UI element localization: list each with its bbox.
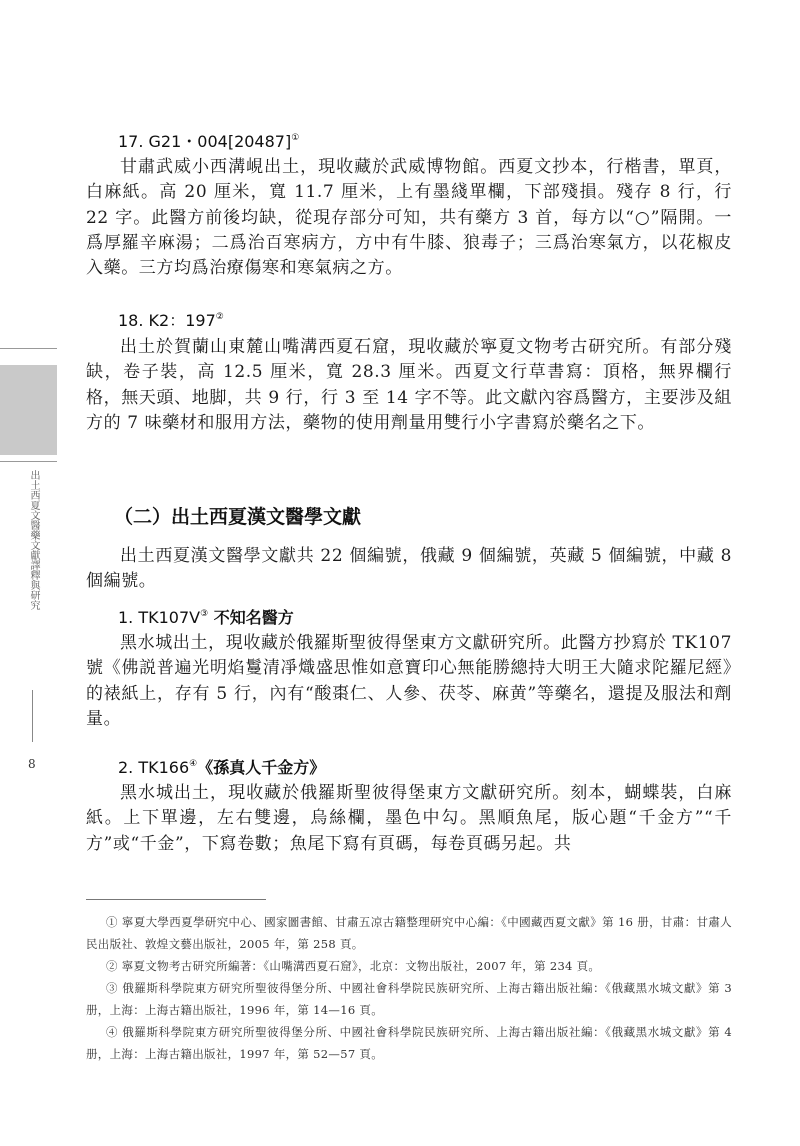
han-entry-2-body [86,781,732,857]
page-number: 8 [28,757,36,771]
entry-paragraph: 甘肅武威小西溝峴出土，現收藏於武威博物館。西夏文抄本，行楷書，單頁，白麻紙。高 20 厘米，寬 11.7 厘米，上有墨綫單欄，下部殘損。殘存 8 行，行 22 字。此醫方前後均缺，從現存部分可知，共有藥方 3 首，每方以“○”隔開。一爲厚羅辛麻湯；二爲治百寒病方，方中有牛膝、狼毒子；三爲治寒氣方，以花椒皮入藥。三方均爲治療傷寒和寒氣病之方。 [86,157,732,279]
footnote-marker: ④ [189,759,198,769]
han-entry-1 [86,604,732,628]
sidebar-rule-bottom [0,461,57,462]
entry-paragraph: 黑水城出土，現收藏於俄羅斯聖彼得堡東方文獻研究所。刻本，蝴蝶裝，白麻紙。上下單邊，左右雙邊，烏絲欄，墨色中勾。黑順魚尾，版心題“千金方”“千方”或“千金”，下寫卷數；魚尾下寫有頁碼，每卷頁碼另起。共 [86,783,732,854]
entry-heading: 2. TK166④《孫真人千金方》 [118,758,326,777]
entry-heading: 17. G21・004[20487]① [118,132,300,151]
entry-17-body [86,155,732,281]
entry-18-body [86,335,732,436]
section-intro: 出土西夏漢文醫學文獻共 22 個編號，俄藏 9 個編號，英藏 5 個編號，中藏 8 個編號。 [86,546,732,592]
running-title-rule [32,690,33,742]
footnote-3: ③ 俄羅斯科學院東方研究所聖彼得堡分所、中國社會科學院民族研究所、上海古籍出版社編：《俄藏黑水城文獻》第 3 册，上海：上海古籍出版社，1996 年，第 14—16 頁。 [86,981,732,1017]
entry-18 [86,307,732,331]
footnote-marker: ① [291,133,300,143]
entry-heading: 1. TK107V③ 不知名醫方 [118,608,294,627]
footnote-2: ② 寧夏文物考古研究所編著：《山嘴溝西夏石窟》，北京：文物出版社，2007 年，第 234 頁。 [106,959,601,973]
section-heading-block [86,505,732,529]
footnote-4: ④ 俄羅斯科學院東方研究所聖彼得堡分所、中國社會科學院民族研究所、上海古籍出版社編：《俄藏黑水城文獻》第 4 册，上海：上海古籍出版社，1997 年，第 52—57 頁。 [86,1025,732,1061]
footnote-marker: ③ [200,609,209,619]
han-entry-2 [86,754,732,778]
entry-17 [86,128,732,152]
footnote-divider [86,899,266,900]
entry-paragraph: 黑水城出土，現收藏於俄羅斯聖彼得堡東方文獻研究所。此醫方抄寫於 TK107 號《佛説普遍光明焰鬘清凈熾盛思惟如意寶印心無能勝總持大明王大隨求陀羅尼經》的裱紙上，存有 5 行，內有“酸棗仁、人參、茯苓、麻黄”等藥名，還提及服法和劑量。 [86,633,732,729]
running-title: 出土西夏文醫藥文獻譯釋與研究 [28,470,39,610]
section-intro-block [86,544,732,595]
han-entry-1-body [86,631,732,732]
section-heading: （二）出土西夏漢文醫學文獻 [114,506,362,528]
entry-paragraph: 出土於賀蘭山東麓山嘴溝西夏石窟，現收藏於寧夏文物考古研究所。有部分殘缺，卷子裝，高 12.5 厘米，寬 28.3 厘米。西夏文行草書寫：頂格，無界欄行格，無天頭、地脚，共 9 行，行 3 至 14 字不等。此文獻內容爲醫方，主要涉及組方的 7 味藥材和服用方法，藥物的使用劑量用雙行小字書寫於藥名之下。 [86,337,732,433]
footnote-marker: ② [215,312,224,322]
sidebar-rule-top [0,348,57,349]
footnote-1: ① 寧夏大學西夏學研究中心、國家圖書館、甘肅五凉古籍整理研究中心編：《中國藏西夏文獻》第 16 册，甘肅：甘肅人民出版社、敦煌文藝出版社，2005 年，第 258 頁。 [86,915,732,951]
entry-heading: 18. K2：197② [118,311,224,330]
sidebar-gray-tab [0,365,57,455]
